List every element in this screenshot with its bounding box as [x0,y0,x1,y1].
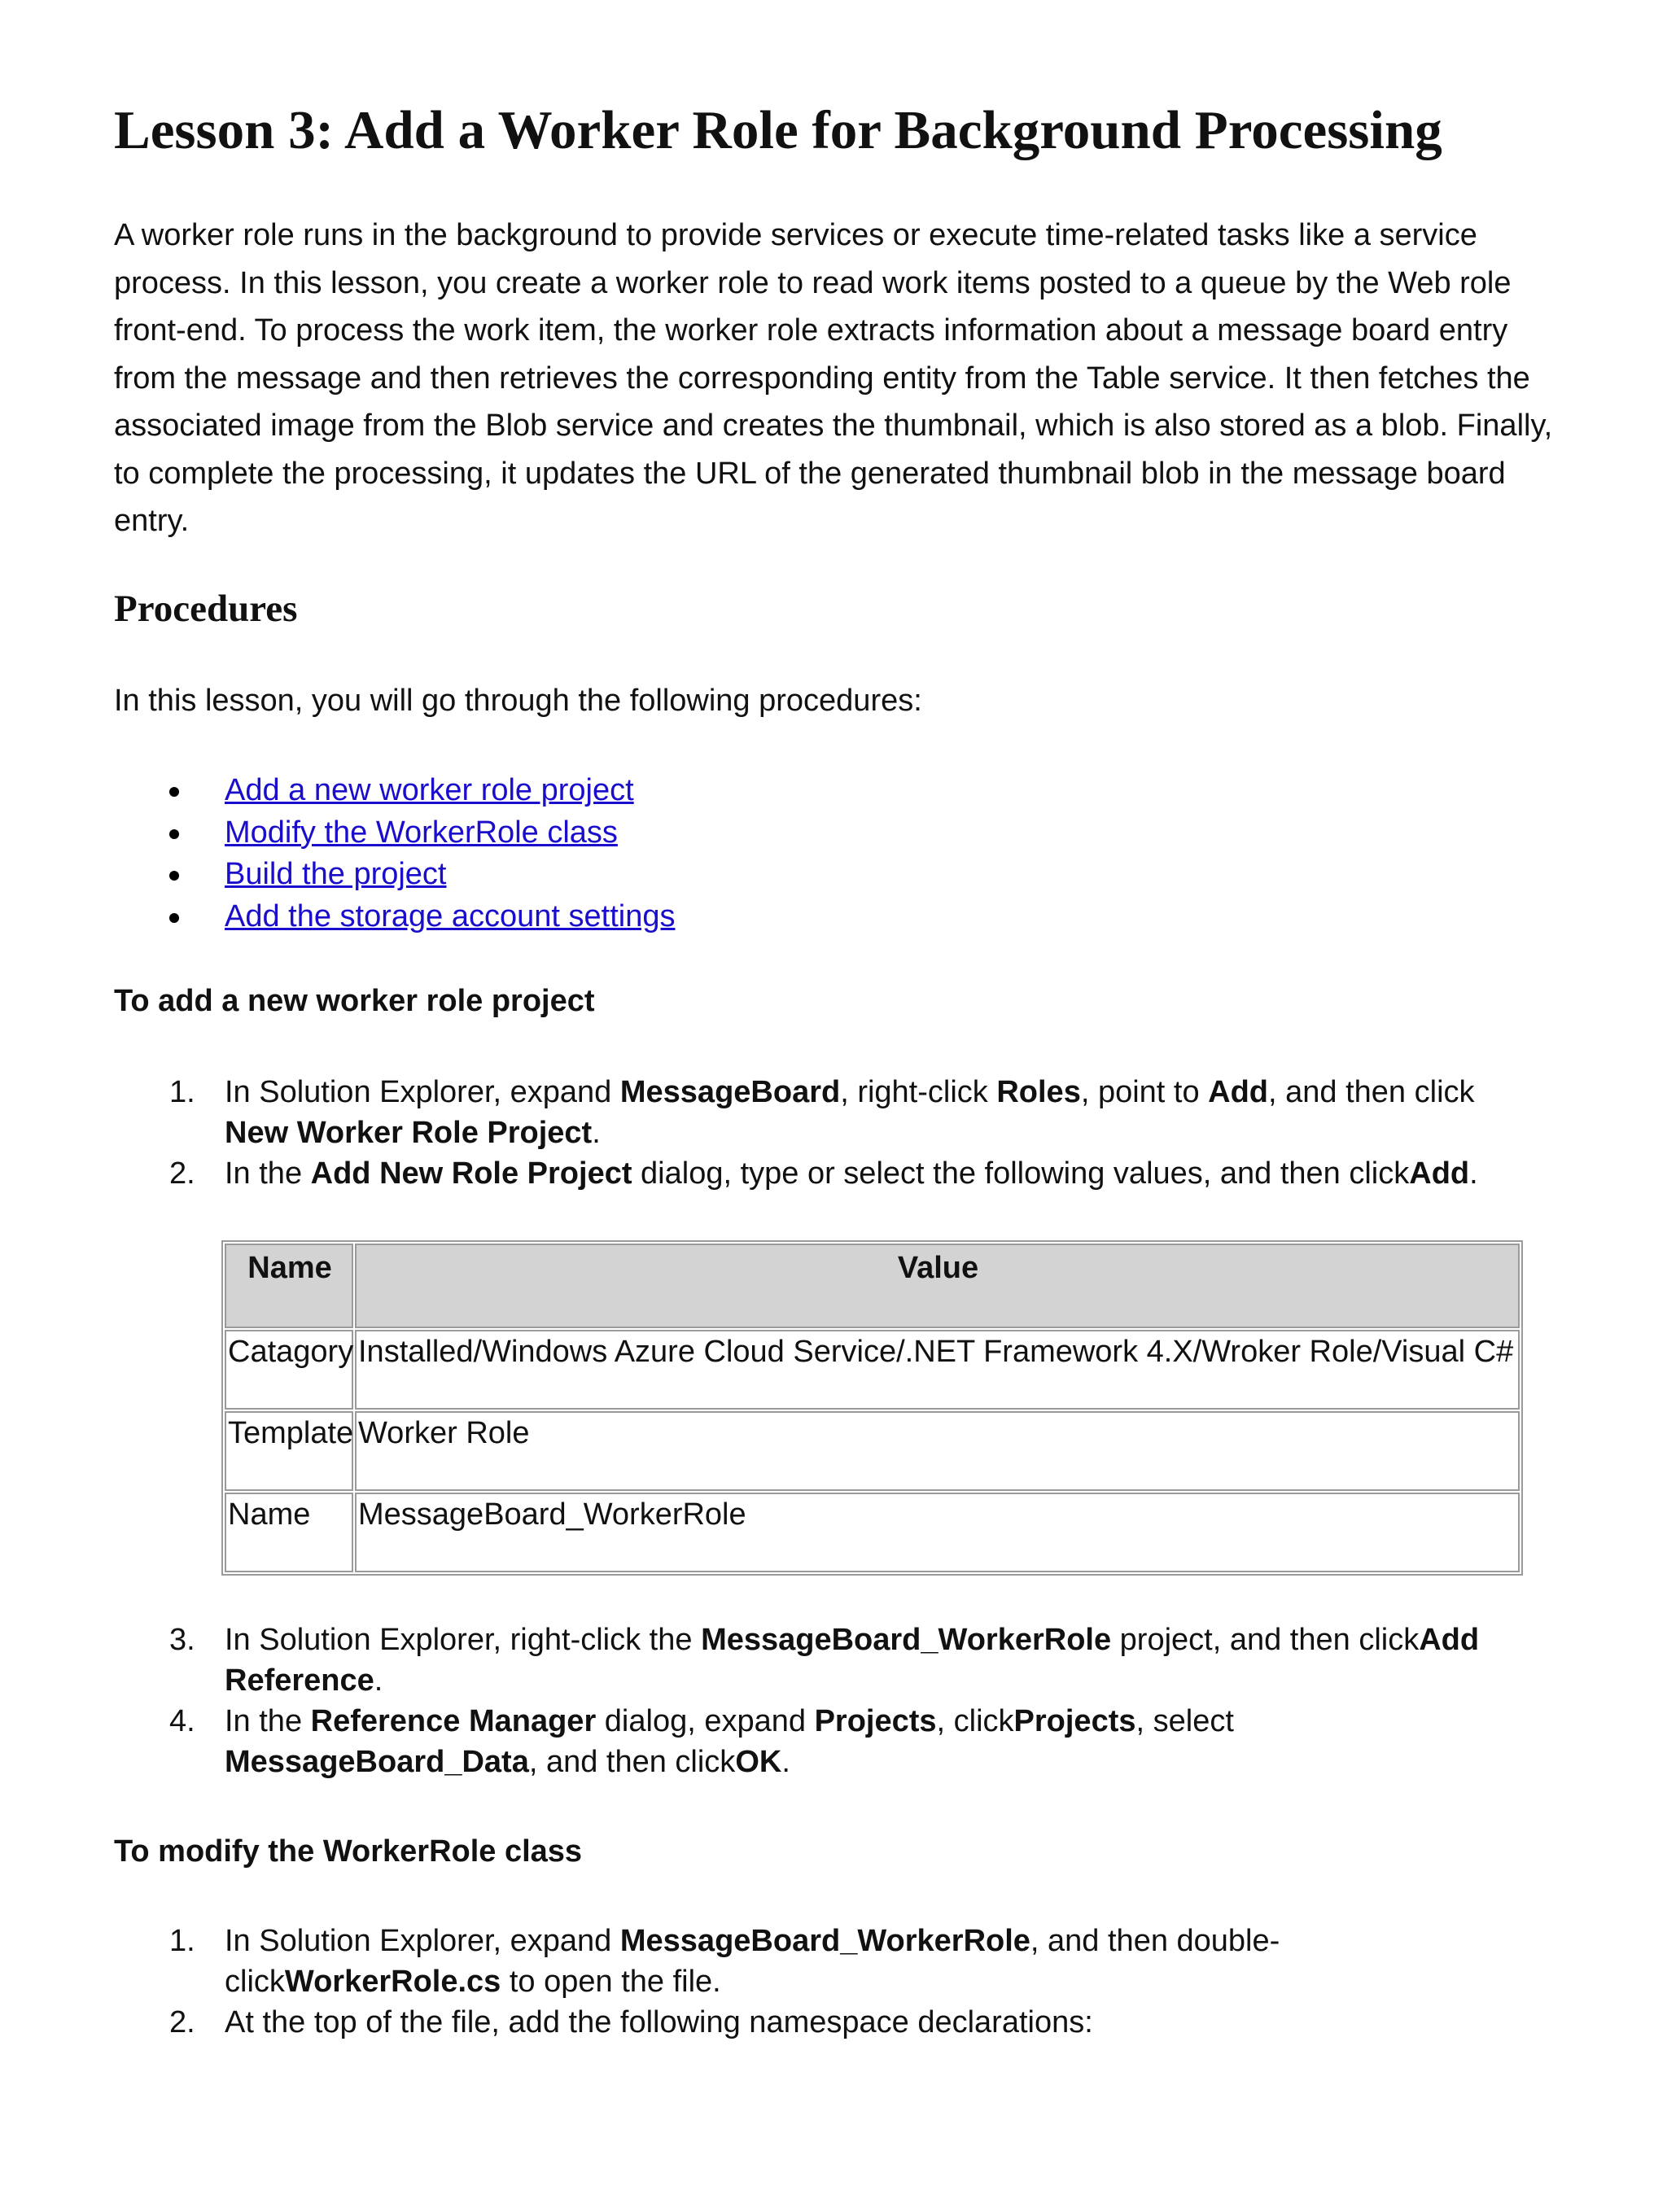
step-text: In the [225,1156,311,1191]
step-number: 2. [169,2005,195,2039]
step-number: 1. [169,1075,195,1109]
step-bold-text: MessageBoard_WorkerRole [701,1623,1112,1657]
link-add-worker-role-project[interactable]: Add a new worker role project [225,773,634,807]
bullet-icon [169,829,179,839]
step-number: 2. [169,1156,195,1191]
table-header-cell: Value [355,1244,1520,1328]
step-text: , and then click [528,1745,736,1779]
bullet-icon [169,871,179,881]
step-bold-text: MessageBoard_WorkerRole [619,1924,1030,1958]
step-bold-text: Add Reference [225,1623,1480,1698]
step-3 [114,1620,1547,1701]
step-bold-text: OK [735,1745,782,1779]
procedures-lead: In this lesson, you will go through the following procedures: [114,684,922,718]
step-text: dialog, type or select the following values, and then click [632,1156,1410,1191]
bullet-icon [169,913,179,923]
steps-list-add-worker-role [114,1072,1547,1194]
step-text: . [592,1116,601,1150]
step-text: . [781,1745,790,1779]
step-number: 3. [169,1623,195,1657]
step-text: In the [225,1704,311,1738]
link-add-storage-settings[interactable]: Add the storage account settings [225,898,676,933]
step-number: 4. [169,1704,195,1738]
step-1 [114,1072,1547,1153]
step-4 [114,1701,1547,1782]
step-2 [114,1153,1547,1194]
table-cell: Installed/Windows Azure Cloud Service/.NET Framework 4.X/Wroker Role/Visual C# [355,1330,1520,1410]
table-cell: Name [225,1493,353,1572]
step-text: to open the file. [501,1965,721,1999]
step-bold-text: Add New Role Project [310,1156,632,1191]
step-text: dialog, expand [596,1704,815,1738]
step-bold-text: Projects [814,1704,937,1738]
link-modify-workerrole-class[interactable]: Modify the WorkerRole class [225,815,618,850]
link-build-project[interactable]: Build the project [225,857,447,891]
page-title: Lesson 3: Add a Worker Role for Background Processing [114,100,1442,160]
section-heading-add-worker-role: To add a new worker role project [114,984,595,1018]
step-text: , click [936,1704,1014,1738]
step-bold-text: MessageBoard_Data [225,1745,529,1779]
table-row [225,1411,1520,1491]
bullet-icon [169,787,179,797]
step-text: In Solution Explorer, expand [225,1075,620,1109]
step-text: . [1469,1156,1478,1191]
step-bold-text: Add [1409,1156,1470,1191]
table-cell: Worker Role [355,1411,1520,1491]
step-text: In Solution Explorer, expand [225,1924,620,1958]
step-bold-text: Projects [1013,1704,1136,1738]
section-heading-modify-workerrole: To modify the WorkerRole class [114,1834,583,1869]
step-bold-text: Reference Manager [310,1704,597,1738]
table-row [225,1330,1520,1410]
step-text: , select [1135,1704,1234,1738]
list-item [114,854,1335,896]
table-row [225,1493,1520,1572]
table-header-row [225,1244,1520,1328]
step-number: 1. [169,1924,195,1958]
step-text: At the top of the file, add the following namespace declarations: [225,2005,1093,2039]
table-cell: MessageBoard_WorkerRole [355,1493,1520,1572]
table-cell: Template [225,1411,353,1491]
step-2 [114,2002,1547,2043]
step-bold-text: Roles [996,1075,1081,1109]
procedure-links-list [114,770,1335,938]
steps-list-add-reference [114,1620,1547,1782]
step-text: In Solution Explorer, right-click the [225,1623,702,1657]
step-text: . [374,1663,383,1698]
step-text: , and then click [1268,1075,1475,1109]
step-text: project, and then click [1111,1623,1420,1657]
table-cell: Catagory [225,1330,353,1410]
step-text: , and then double-click [225,1924,1280,1999]
step-1 [114,1921,1547,2002]
values-table [221,1240,1523,1576]
step-bold-text: New Worker Role Project [225,1116,593,1150]
procedures-heading: Procedures [114,588,298,630]
step-text: , right-click [840,1075,997,1109]
intro-paragraph: A worker role runs in the background to provide services or execute time-related tasks like a service process. In this lesson, you create a worker role to read work items posted to a queue by the Web role front-end. To process the work item, the worker role extracts information about a message board entry from the message and then retrieves the corresponding entity from the Table service. It then fetches the associated image from the Blob service and creates the thumbnail, which is also stored as a blob. Finally, to complete the processing, it updates the URL of the generated thumbnail blob in the message board entry. [114,218,1553,538]
step-bold-text: MessageBoard [619,1075,841,1109]
step-bold-text: Add [1208,1075,1269,1109]
list-item [114,812,1335,855]
list-item [114,770,1335,812]
steps-list-modify-workerrole [114,1921,1547,2043]
step-text: , point to [1080,1075,1209,1109]
table-header-cell: Name [225,1244,353,1328]
list-item [114,896,1335,938]
step-bold-text: WorkerRole.cs [284,1965,501,1999]
